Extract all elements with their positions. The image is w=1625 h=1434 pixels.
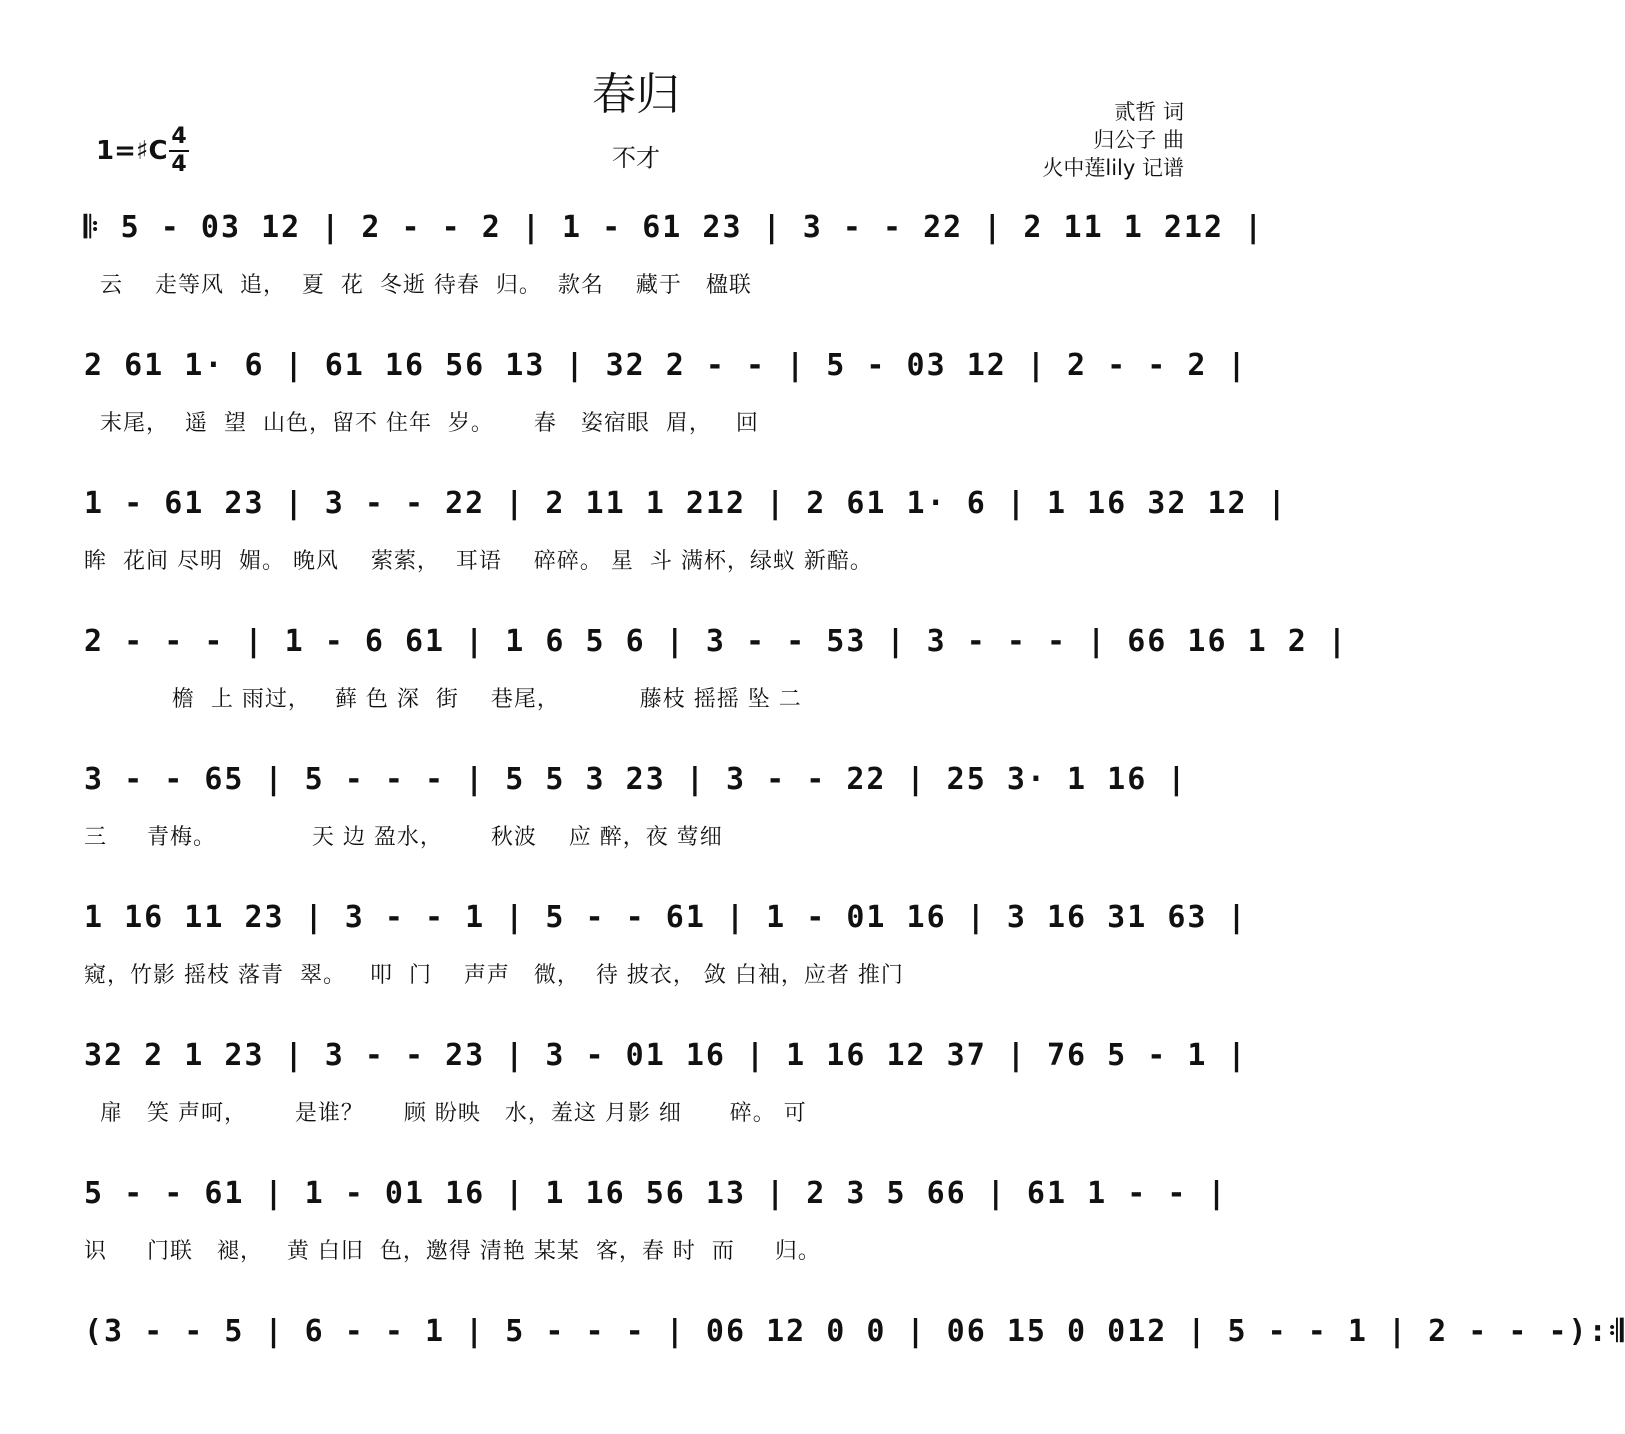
notation-line: (3 - - 5 | 6 - - 1 | 5 - - - | 06 12 0 0 | 06 15 0 012 | 5 - - 1 | 2 - - -):𝄇 bbox=[84, 1314, 1625, 1349]
notation-line: 𝄆 5 - 03 12 | 2 - - 2 | 1 - 61 23 | 3 - - 22 | 2 11 1 212 | bbox=[84, 210, 1265, 245]
song-subtitle: 不才 bbox=[612, 144, 660, 172]
score-system-3 bbox=[0, 486, 1288, 606]
key-signature: 1=♯C bbox=[96, 136, 168, 166]
notation-line: 1 - 61 23 | 3 - - 22 | 2 11 1 212 | 2 61 1· 6 | 1 16 32 12 | bbox=[84, 486, 1288, 521]
time-signature-bottom: 4 bbox=[171, 152, 187, 177]
lyric-line: 檐 上 雨过， 藓 色 深 街 巷尾， 藤枝 摇摇 坠 二 bbox=[84, 687, 802, 712]
lyric-line: 末尾， 遥 望 山色，留不 住年 岁。 春 姿宿眼 眉， 回 bbox=[84, 411, 759, 436]
score-system-9 bbox=[0, 1314, 1625, 1434]
score-system-2 bbox=[0, 348, 1272, 468]
notation-line: 5 - - 61 | 1 - 01 16 | 1 16 56 13 | 2 3 5 66 | 61 1 - - | bbox=[84, 1176, 1228, 1211]
notation-line: 2 61 1· 6 | 61 16 56 13 | 32 2 - - | 5 - 03 12 | 2 - - 2 | bbox=[84, 348, 1248, 383]
notation-line: 2 - - - | 1 - 6 61 | 1 6 5 6 | 3 - - 53 | 3 - - - | 66 16 1 2 | bbox=[84, 624, 1348, 659]
credits bbox=[1042, 98, 1184, 182]
score-system-7 bbox=[0, 1038, 1272, 1158]
notation-line: 1 16 11 23 | 3 - - 1 | 5 - - 61 | 1 - 01 16 | 3 16 31 63 | bbox=[84, 900, 1248, 935]
score-system-8 bbox=[0, 1176, 1272, 1296]
song-title: 春归 bbox=[592, 69, 680, 120]
score-system-5 bbox=[0, 762, 1272, 882]
score-system-6 bbox=[0, 900, 1272, 1020]
lyricist-credit: 贰哲 词 bbox=[1114, 100, 1184, 124]
time-signature bbox=[168, 124, 190, 178]
lyric-line: 识 门联 褪， 黄 白旧 色，邀得 清艳 某某 客，春 时 而 归。 bbox=[84, 1239, 821, 1264]
notation-line: 32 2 1 23 | 3 - - 23 | 3 - 01 16 | 1 16 12 37 | 76 5 - 1 | bbox=[84, 1038, 1248, 1073]
transcriber-credit: 火中莲lily 记谱 bbox=[1042, 156, 1184, 180]
notation-line: 3 - - 65 | 5 - - - | 5 5 3 23 | 3 - - 22 | 25 3· 1 16 | bbox=[84, 762, 1188, 797]
lyric-line bbox=[84, 1372, 1194, 1408]
time-signature-top: 4 bbox=[171, 124, 187, 149]
lyric-line: 眸 花间 尽明 媚。 晚风 萦萦， 耳语 碎碎。 星 斗 满杯，绿蚁 新醅。 bbox=[84, 549, 873, 574]
lyric-line: 三 青梅。 天 边 盈水， 秋波 应 醉，夜 莺细 bbox=[84, 825, 723, 850]
lyric-line: 云 走等风 追， 夏 花 冬逝 待春 归。 款名 藏于 楹联 bbox=[84, 273, 752, 298]
lyric-line: 窥，竹影 摇枝 落青 翠。 叩 门 声声 微， 待 披衣， 敛 白袖，应者 推门 bbox=[84, 963, 904, 988]
score-system-1 bbox=[0, 210, 1272, 330]
composer-credit: 归公子 曲 bbox=[1093, 128, 1184, 152]
score-system-4 bbox=[0, 624, 1348, 744]
lyric-line: 扉 笑 声呵， 是谁？ 顾 盼映 水，羞这 月影 细 碎。 可 bbox=[84, 1101, 807, 1126]
